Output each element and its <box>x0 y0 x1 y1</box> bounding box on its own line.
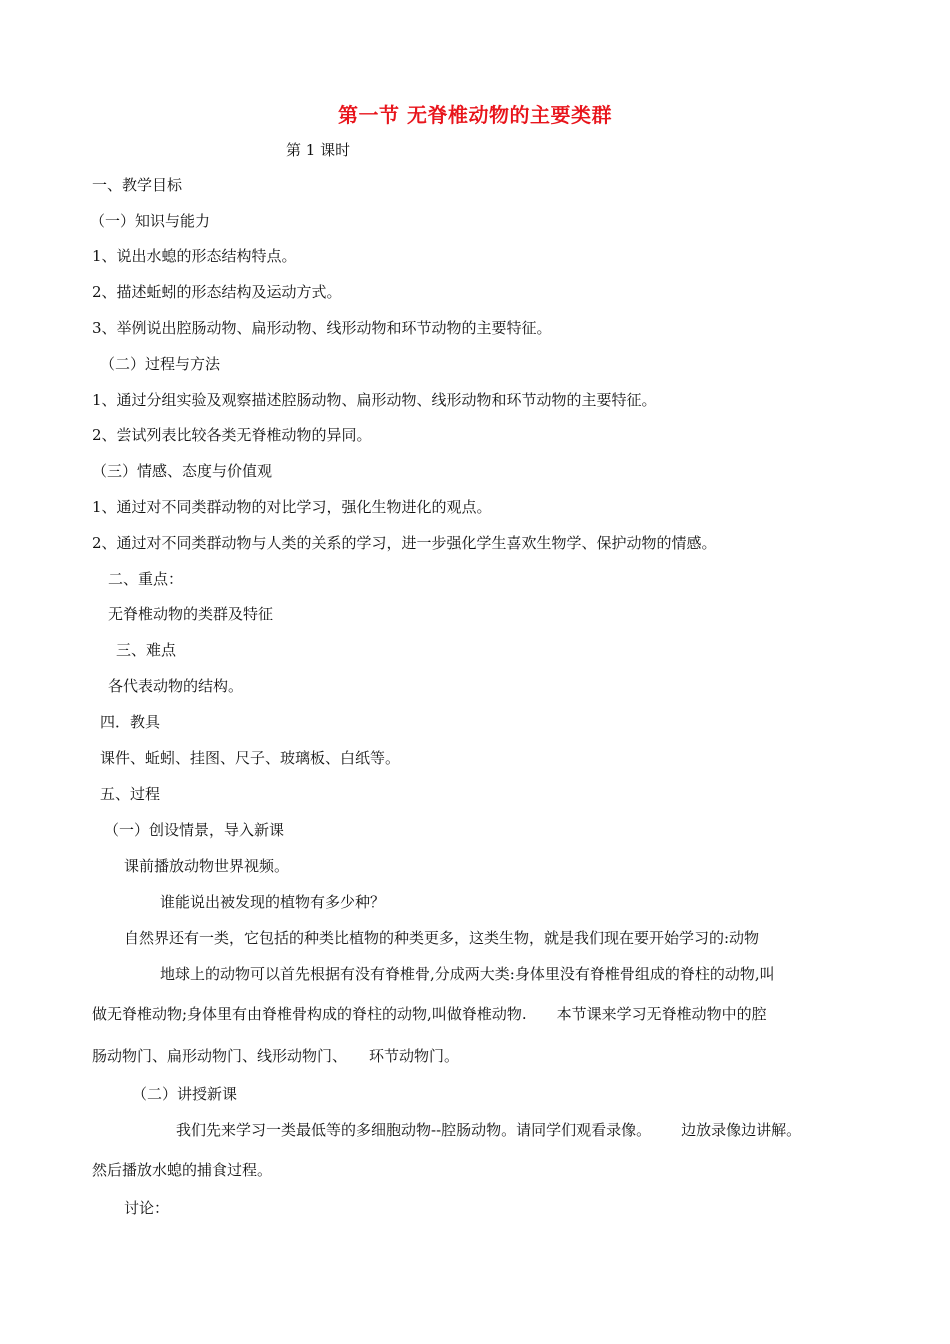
goal-item: 1、通过分组实验及观察描述腔肠动物、扁形动物、线形动物和环节动物的主要特征。 <box>92 391 657 409</box>
body-paragraph: 自然界还有一类，它包括的种类比植物的种类更多，这类生物，就是我们现在要开始学习的:动物 <box>124 929 760 947</box>
heading-process: 五、过程 <box>100 785 161 803</box>
body-paragraph <box>92 1004 767 1024</box>
goal-item: 2、通过对不同类群动物与人类的关系的学习，进一步强化学生喜欢生物学、保护动物的情感。 <box>92 534 717 552</box>
discussion-label: 讨论： <box>124 1199 170 1217</box>
goal-item: 1、说出水螅的形态结构特点。 <box>92 247 297 265</box>
subheading-process: （二）过程与方法 <box>100 355 221 373</box>
body-paragraph <box>92 1046 459 1066</box>
goal-item: 1、通过对不同类群动物的对比学习，强化生物进化的观点。 <box>92 498 492 516</box>
heading-teaching-goals: 一、教学目标 <box>92 176 183 194</box>
subheading-attitude: （三）情感、态度与价值观 <box>92 462 273 480</box>
difficulties-text: 各代表动物的结构。 <box>108 677 244 695</box>
lesson-number: 第 1 课时 <box>286 141 351 159</box>
goal-item: 2、描述蚯蚓的形态结构及运动方式。 <box>92 283 342 301</box>
body-paragraph: 然后播放水螅的捕食过程。 <box>92 1161 273 1179</box>
heading-difficulties: 三、难点 <box>116 641 177 659</box>
goal-item: 2、尝试列表比较各类无脊椎动物的异同。 <box>92 426 372 444</box>
body-text: 做无脊椎动物;身体里有由脊椎骨构成的脊柱的动物,叫做脊椎动物. <box>92 1005 527 1023</box>
subheading-intro: （一）创设情景，导入新课 <box>104 821 285 839</box>
body-paragraph: 谁能说出被发现的植物有多少种？ <box>160 893 386 911</box>
subheading-new-lesson: （二）讲授新课 <box>132 1085 238 1103</box>
body-paragraph <box>176 1120 801 1140</box>
heading-teaching-aids: 四．教具 <box>100 713 161 731</box>
body-paragraph: 地球上的动物可以首先根据有没有脊椎骨,分成两大类:身体里没有脊椎骨组成的脊柱的动物,叫 <box>160 965 775 983</box>
body-text: 环节动物门。 <box>369 1047 460 1065</box>
body-paragraph: 课前播放动物世界视频。 <box>124 857 290 875</box>
teaching-aids-text: 课件、蚯蚓、挂图、尺子、玻璃板、白纸等。 <box>100 749 401 767</box>
subheading-knowledge: （一）知识与能力 <box>90 212 211 230</box>
body-text: 肠动物门、扁形动物门、线形动物门、 <box>92 1047 348 1065</box>
body-text: 我们先来学习一类最低等的多细胞动物--腔肠动物。请同学们观看录像。 <box>176 1121 652 1139</box>
heading-key-points: 二、重点： <box>108 570 184 588</box>
body-text: 边放录像边讲解。 <box>681 1121 802 1139</box>
key-points-text: 无脊椎动物的类群及特征 <box>108 605 274 623</box>
body-text: 本节课来学习无脊椎动物中的腔 <box>556 1005 767 1023</box>
goal-item: 3、举例说出腔肠动物、扁形动物、线形动物和环节动物的主要特征。 <box>92 319 552 337</box>
page-title: 第一节 无脊椎动物的主要类群 <box>338 103 612 127</box>
